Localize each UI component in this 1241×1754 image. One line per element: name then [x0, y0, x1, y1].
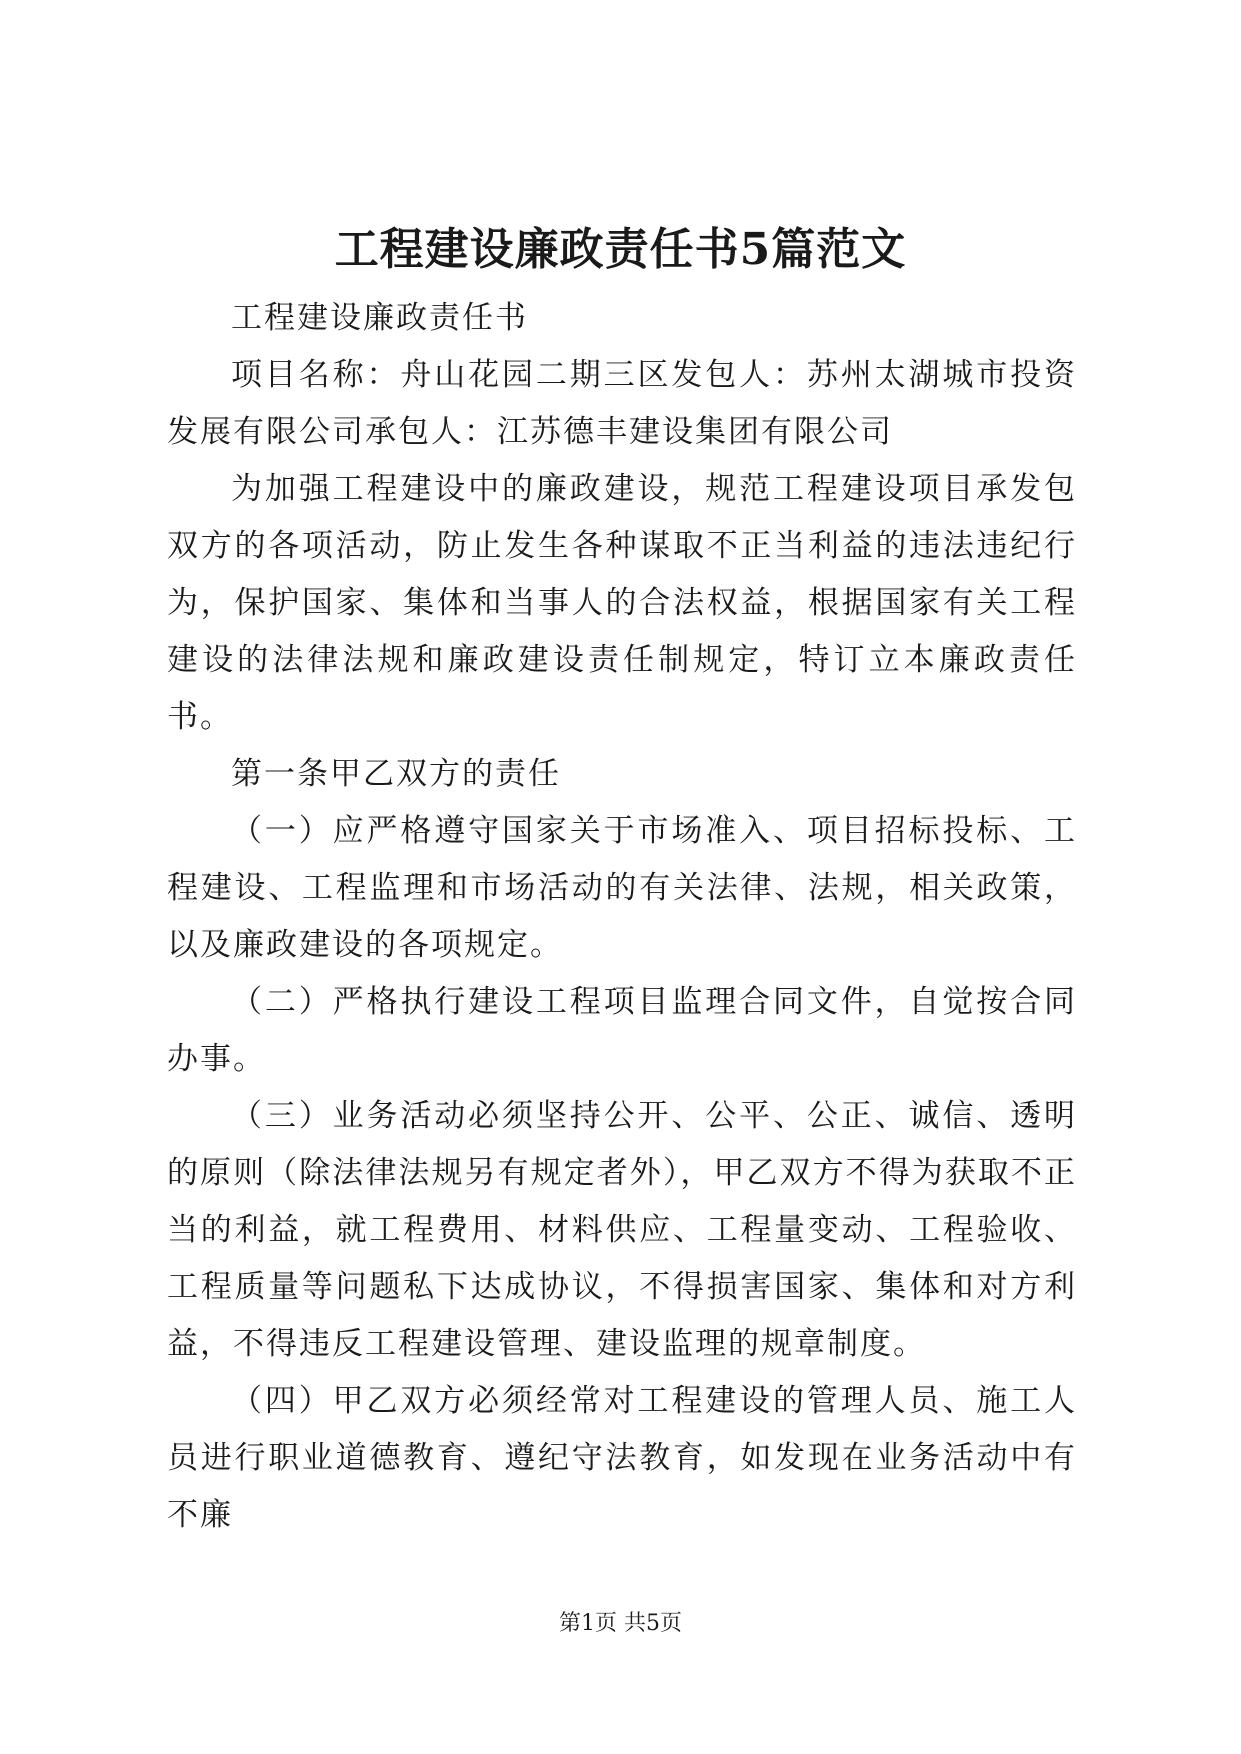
paragraph-clause-1: （一）应严格遵守国家关于市场准入、项目招标投标、工程建设、工程监理和市场活动的有关法律、法规，相关政策，以及廉政建设的各项规定。 — [167, 813, 1077, 963]
paragraph-article-one: 第一条甲乙双方的责任 — [231, 756, 561, 792]
paragraph-clause-3: （三）业务活动必须坚持公开、公平、公正、诚信、透明的原则（除法律法规另有规定者外），甲乙双方不得为获取不正当的利益，就工程费用、材料供应、工程量变动、工程验收、工程质量等问题私下达成协议，不得损害国家、集体和对方利益，不得违反工程建设管理、建设监理的规章制度。 — [167, 1098, 1077, 1362]
document-title: 工程建设廉政责任书5篇范文 — [334, 224, 907, 275]
paragraph-clause-4: （四）甲乙双方必须经常对工程建设的管理人员、施工人员进行职业道德教育、遵纪守法教育，如发现在业务活动中有不廉 — [167, 1383, 1077, 1533]
page-number-footer: 第1页 共5页 — [559, 1611, 682, 1636]
paragraph-preamble: 为加强工程建设中的廉政建设，规范工程建设项目承发包双方的各项活动，防止发生各种谋取不正当利益的违法违纪行为，保护国家、集体和当事人的合法权益，根据国家有关工程建设的法律法规和廉政建设责任制规定，特订立本廉政责任书。 — [167, 471, 1077, 735]
paragraph-clause-2: （二）严格执行建设工程项目监理合同文件，自觉按合同办事。 — [167, 984, 1077, 1077]
paragraph-project-info: 项目名称：舟山花园二期三区发包人：苏州太湖城市投资发展有限公司承包人：江苏德丰建设集团有限公司 — [167, 357, 1077, 450]
paragraph-heading: 工程建设廉政责任书 — [231, 300, 528, 336]
document-body — [167, 290, 1077, 1544]
